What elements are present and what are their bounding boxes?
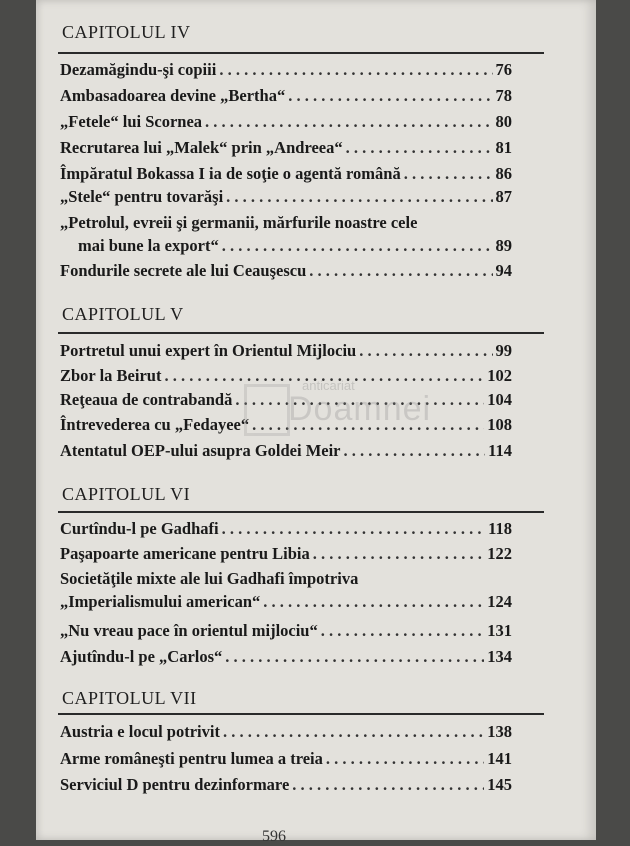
toc-entry-page: 124 bbox=[487, 592, 512, 611]
leader-dots bbox=[222, 517, 486, 540]
book-page bbox=[36, 0, 596, 845]
toc-entry-title: Portretul unui expert în Orientul Mijlociu bbox=[60, 341, 357, 360]
toc-entry-title: mai bune la export“ bbox=[78, 236, 219, 255]
leader-dots bbox=[326, 747, 484, 770]
toc-entry-title: Întrevederea cu „Fedayee“ bbox=[60, 415, 250, 434]
toc-entry-page: 138 bbox=[487, 722, 512, 741]
toc-entry-page: 104 bbox=[487, 390, 512, 409]
toc-entry-page: 78 bbox=[495, 86, 512, 105]
chapter-rule bbox=[58, 332, 544, 334]
leader-dots bbox=[219, 58, 492, 81]
chapter-rule bbox=[58, 511, 544, 513]
toc-entry-title: Zbor la Beirut bbox=[60, 366, 162, 385]
toc-entry-title: „Nu vreau pace în orientul mijlociu“ bbox=[60, 621, 318, 640]
toc-entry bbox=[60, 542, 512, 565]
toc-entry bbox=[60, 259, 512, 282]
toc-entry-page: 86 bbox=[495, 164, 512, 183]
toc-entry-title: Reţeaua de contrabandă bbox=[60, 390, 233, 409]
leader-dots bbox=[292, 773, 484, 796]
chapter-rule bbox=[58, 713, 544, 715]
toc-entry-title: Austria e locul potrivit bbox=[60, 722, 220, 741]
toc-entry bbox=[60, 567, 512, 613]
leader-dots bbox=[226, 185, 492, 208]
toc-entry bbox=[60, 211, 512, 257]
toc-entry-title: Serviciul D pentru dezinformare bbox=[60, 775, 290, 794]
toc-entry bbox=[60, 58, 512, 81]
toc-entry-page: 80 bbox=[495, 112, 512, 131]
toc-entry bbox=[60, 439, 512, 462]
toc-entry-title-line1: „Petrolul, evreii şi germanii, mărfurile noastre cele bbox=[60, 213, 418, 232]
toc-entry-page: 76 bbox=[495, 60, 512, 79]
toc-entry-title: Dezamăgindu-şi copiii bbox=[60, 60, 217, 79]
leader-dots bbox=[346, 136, 493, 159]
chapter-heading: CAPITOLUL V bbox=[62, 304, 184, 324]
toc-entry-page: 131 bbox=[487, 621, 512, 640]
toc-entry-page: 108 bbox=[487, 415, 512, 434]
chapter-heading: CAPITOLUL IV bbox=[62, 22, 191, 42]
toc-entry-page: 134 bbox=[487, 647, 512, 666]
toc-entry-page: 89 bbox=[495, 236, 512, 255]
toc-entry bbox=[60, 645, 512, 668]
chapter-heading: CAPITOLUL VI bbox=[62, 484, 191, 504]
leader-dots bbox=[344, 439, 486, 462]
toc-entry-page: 118 bbox=[488, 519, 512, 538]
leader-dots bbox=[222, 234, 493, 257]
watermark-logo-box bbox=[244, 384, 290, 436]
leader-dots bbox=[309, 259, 492, 282]
leader-dots bbox=[404, 162, 493, 185]
toc-entry bbox=[60, 747, 512, 770]
toc-entry-title: Ajutîndu-l pe „Carlos“ bbox=[60, 647, 223, 666]
toc-entry-page: 114 bbox=[488, 441, 512, 460]
leader-dots bbox=[321, 619, 485, 642]
watermark-line1: anticariat bbox=[302, 378, 355, 393]
toc-entry-page: 141 bbox=[487, 749, 512, 768]
toc-entry bbox=[60, 136, 512, 159]
leader-dots bbox=[313, 542, 484, 565]
toc-entry bbox=[60, 619, 512, 642]
toc-entry-page: 81 bbox=[495, 138, 512, 157]
toc-entry-title: „Imperialismului american“ bbox=[60, 592, 261, 611]
chapter-heading: CAPITOLUL VII bbox=[62, 688, 197, 708]
toc-entry-title: „Stele“ pentru tovarăşi bbox=[60, 187, 224, 206]
leader-dots bbox=[359, 339, 492, 362]
watermark-line2: Doamnei bbox=[288, 390, 432, 428]
toc-entry-title: Curtîndu-l pe Gadhafi bbox=[60, 519, 219, 538]
toc-entry-title: Recrutarea lui „Malek“ prin „Andreea“ bbox=[60, 138, 343, 157]
toc-entry bbox=[60, 185, 512, 208]
leader-dots bbox=[225, 645, 484, 668]
toc-entry bbox=[60, 773, 512, 796]
toc-entry bbox=[60, 110, 512, 133]
toc-entry-title: Ambasadoarea devine „Bertha“ bbox=[60, 86, 286, 105]
toc-entry-page: 94 bbox=[495, 261, 512, 280]
watermark bbox=[244, 378, 434, 438]
toc-entry bbox=[60, 162, 512, 185]
toc-entry bbox=[60, 720, 512, 743]
leader-dots bbox=[223, 720, 484, 743]
toc-entry bbox=[60, 339, 512, 362]
toc-entry-page: 122 bbox=[487, 544, 512, 563]
toc-entry-title: Arme româneşti pentru lumea a treia bbox=[60, 749, 323, 768]
toc-entry bbox=[60, 84, 512, 107]
toc-entry-title: Împăratul Bokassa I ia de soţie o agentă română bbox=[60, 164, 401, 183]
chapter-rule bbox=[58, 52, 544, 54]
toc-entry-page: 102 bbox=[487, 366, 512, 385]
toc-entry-title: Fondurile secrete ale lui Ceauşescu bbox=[60, 261, 307, 280]
page-number: 596 bbox=[262, 828, 286, 845]
leader-dots bbox=[288, 84, 492, 107]
leader-dots bbox=[263, 590, 484, 613]
toc-entry-title: Atentatul OEP-ului asupra Goldei Meir bbox=[60, 441, 341, 460]
toc-entry-title: Paşapoarte americane pentru Libia bbox=[60, 544, 310, 563]
leader-dots bbox=[205, 110, 492, 133]
toc-entry-title-line1: Societăţile mixte ale lui Gadhafi împotriva bbox=[60, 569, 359, 588]
toc-entry-title: „Fetele“ lui Scornea bbox=[60, 112, 203, 131]
toc-entry-page: 145 bbox=[487, 775, 512, 794]
toc-entry-page: 99 bbox=[495, 341, 512, 360]
toc-entry-page: 87 bbox=[495, 187, 512, 206]
toc-entry bbox=[60, 517, 512, 540]
